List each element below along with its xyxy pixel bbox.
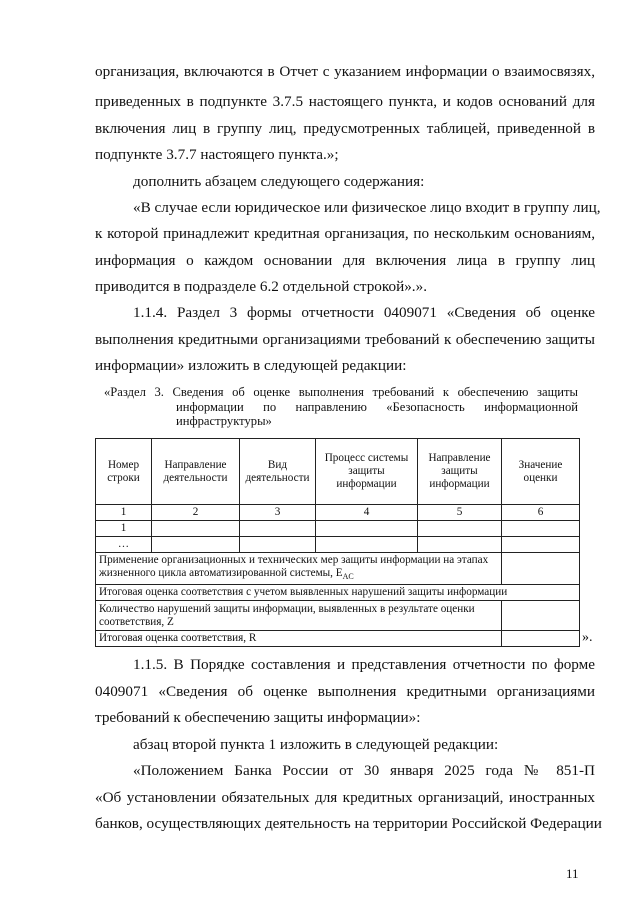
text-line: к которой принадлежит кредитная организация, по нескольким основаниям, <box>95 225 595 242</box>
text-line: дополнить абзацем следующего содержания: <box>133 173 425 190</box>
section-title-line: инфраструктуры» <box>176 414 272 428</box>
text-line: «Об установлении обязательных для кредитных организаций, иностранных <box>95 789 595 806</box>
column-number: 4 <box>316 505 418 521</box>
header-cell: Процесс системы защиты информации <box>316 439 418 505</box>
column-number: 1 <box>96 505 152 521</box>
closing-quote: ». <box>582 630 593 645</box>
table-row <box>96 537 580 553</box>
text-line: абзац второй пункта 1 изложить в следующей редакции: <box>133 736 499 753</box>
section-title-line: «Раздел 3. Сведения об оценке выполнения требований к обеспечению защиты <box>104 385 578 399</box>
header-cell: Направление защиты информации <box>418 439 502 505</box>
column-number: 6 <box>502 505 580 521</box>
header-cell: Направление деятельности <box>152 439 240 505</box>
summary-label: Количество нарушений защиты информации, выявленных в результате оценки соответствия, Z <box>96 601 502 631</box>
text-line: подпункте 3.7.7 настоящего пункта.»; <box>95 146 339 163</box>
header-cell: Значение оценки <box>502 439 580 505</box>
row-number: 1 <box>96 521 152 537</box>
summary-value <box>502 601 580 631</box>
text-line: «В случае если юридическое или физическое лицо входит в группу лиц, <box>133 199 601 216</box>
summary-subscript: AC <box>342 572 354 582</box>
text-line: информации» изложить в следующей редакции: <box>95 357 407 374</box>
text-line: информация о каждом основании для включения лица в группу лиц <box>95 252 595 269</box>
text-line: «Положением Банка России от 30 января 2025 года № 851-П <box>133 762 595 779</box>
report-table <box>95 438 580 647</box>
row-ellipsis: … <box>96 537 152 553</box>
text-line: банков, осуществляющих деятельность на территории Российской Федерации <box>95 815 602 832</box>
column-number: 5 <box>418 505 502 521</box>
summary-row <box>96 631 580 647</box>
header-cell: Номер строки <box>96 439 152 505</box>
text-line: 1.1.5. В Порядке составления и представления отчетности по форме <box>133 656 595 673</box>
section-title-line: информации по направлению «Безопасность информационной <box>176 400 578 414</box>
summary-row <box>96 585 580 601</box>
summary-row <box>96 601 580 631</box>
summary-value <box>502 553 580 585</box>
column-number: 2 <box>152 505 240 521</box>
text-line: выполнения кредитными организациями требований к обеспечению защиты <box>95 331 595 348</box>
column-number: 3 <box>240 505 316 521</box>
summary-label: Применение организационных и технических мер защиты информации на этапах жизненного цикла автоматизированной системы, $E_{AC}$ <box>96 553 502 585</box>
summary-label: Итоговая оценка соответствия, R <box>96 631 502 647</box>
table-row <box>96 521 580 537</box>
text-line: организация, включаются в Отчет с указанием информации о взаимосвязях, <box>95 63 595 80</box>
summary-value <box>502 631 580 647</box>
page-number: 11 <box>566 866 579 881</box>
text-line: включения лиц в группу лиц, предусмотренных таблицей, приведенной в <box>95 120 595 137</box>
text-line: требований к обеспечению защиты информации»: <box>95 709 421 726</box>
text-line: 1.1.4. Раздел 3 формы отчетности 0409071 «Сведения об оценке <box>133 304 595 321</box>
text-line: 0409071 «Сведения об оценке выполнения кредитными организациями <box>95 683 595 700</box>
text-line: приведенных в подпункте 3.7.5 настоящего пункта, и кодов оснований для <box>95 93 595 110</box>
header-cell: Вид деятельности <box>240 439 316 505</box>
summary-row <box>96 553 580 585</box>
text-line: приводится в подразделе 6.2 отдельной строкой».». <box>95 278 427 295</box>
summary-label: Итоговая оценка соответствия с учетом выявленных нарушений защиты информации <box>96 585 580 601</box>
